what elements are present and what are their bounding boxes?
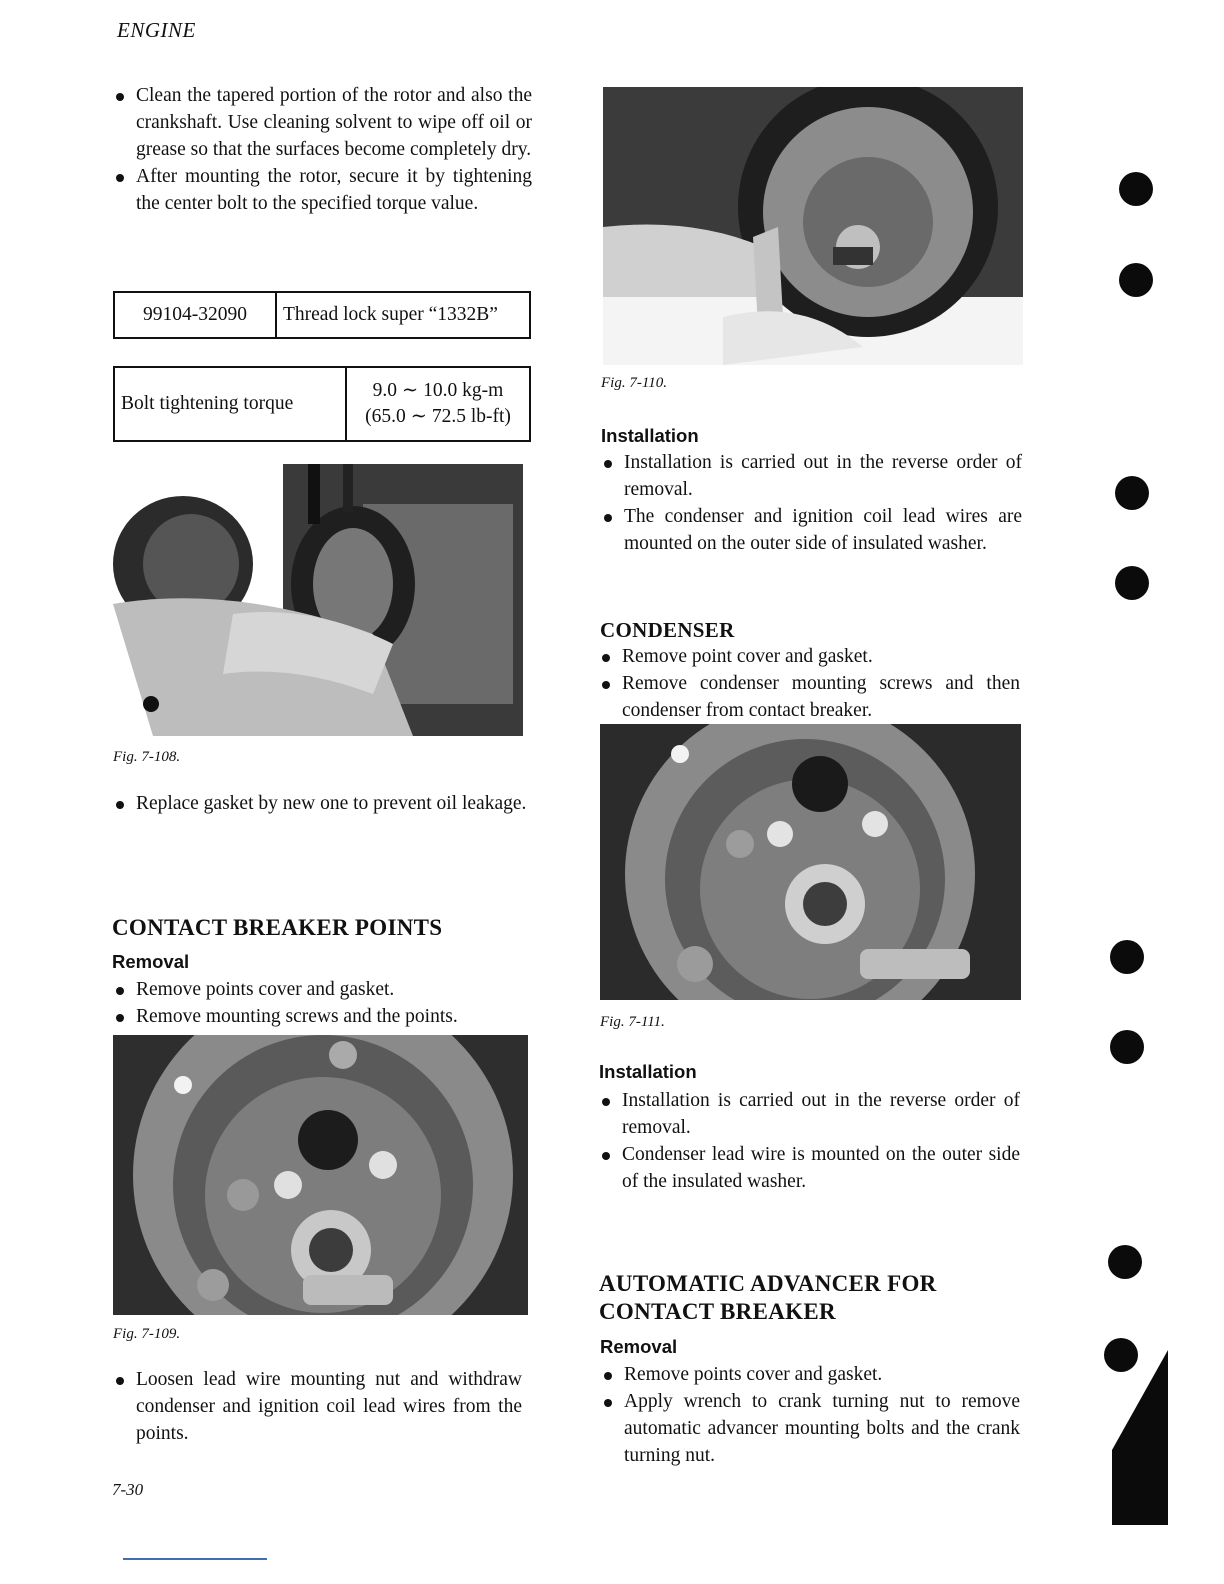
removal-subheading: Removal xyxy=(112,951,190,972)
section-tab-dot xyxy=(1110,1030,1144,1064)
list-item: Loosen lead wire mounting nut and withdraw condenser and ignition coil lead wires from the points. xyxy=(112,1366,522,1447)
list-item: The condenser and ignition coil lead wires are mounted on the outer side of insulated washer. xyxy=(600,503,1022,557)
figure-7-108-caption: Fig. 7-108. xyxy=(113,749,181,765)
torque-imperial: (65.0 ∼ 72.5 lb-ft) xyxy=(365,406,511,427)
figure-7-111-photo xyxy=(600,724,1021,1000)
list-item: After mounting the rotor, secure it by tightening the center bolt to the specified torque value. xyxy=(112,163,532,217)
installation-subheading: Installation xyxy=(601,425,699,446)
section-tab-bar xyxy=(1112,1350,1168,1525)
list-item: Condenser lead wire is mounted on the outer side of the insulated washer. xyxy=(598,1141,1020,1195)
figure-7-108-photo xyxy=(113,464,523,736)
figure-7-110-caption: Fig. 7-110. xyxy=(601,375,667,391)
installation-bullet-list xyxy=(600,449,1022,557)
list-item: Remove points cover and gasket. xyxy=(112,976,532,1003)
removal2-subheading: Removal xyxy=(600,1336,678,1357)
list-item: Installation is carried out in the reverse order of removal. xyxy=(600,449,1022,503)
list-item: Remove points cover and gasket. xyxy=(600,1361,1020,1388)
list-item: Clean the tapered portion of the rotor and also the crankshaft. Use cleaning solvent to wipe off oil or grease so that the surfaces become completely dry. xyxy=(112,82,532,163)
figure-7-109-photo xyxy=(113,1035,528,1315)
list-item: Installation is carried out in the reverse order of removal. xyxy=(598,1087,1020,1141)
torque-value-cell xyxy=(346,367,530,441)
section-tab-dot xyxy=(1115,566,1149,600)
part-name-cell: Thread lock super “1332B” xyxy=(276,292,530,338)
list-item: Apply wrench to crank turning nut to remove automatic advancer mounting bolts and the crank turning nut. xyxy=(600,1388,1020,1469)
advancer-heading-line-2: CONTACT BREAKER xyxy=(599,1299,836,1324)
torque-table xyxy=(113,366,531,442)
advancer-heading-line-1: AUTOMATIC ADVANCER FOR xyxy=(599,1271,937,1296)
list-item: Replace gasket by new one to prevent oil leakage. xyxy=(112,790,532,817)
list-item: Remove mounting screws and the points. xyxy=(112,1003,532,1030)
gasket-bullet-list xyxy=(112,790,532,817)
loosen-bullet-list xyxy=(112,1366,522,1447)
section-tab-dot xyxy=(1115,476,1149,510)
installation2-bullet-list xyxy=(598,1087,1020,1195)
removal-bullet-list xyxy=(112,976,532,1030)
running-header: ENGINE xyxy=(117,18,196,42)
section-tab-dot xyxy=(1119,263,1153,297)
section-tab-dot xyxy=(1119,172,1153,206)
part-number-cell: 99104-32090 xyxy=(114,292,276,338)
contact-breaker-heading: CONTACT BREAKER POINTS xyxy=(112,915,443,940)
figure-7-110-photo xyxy=(603,87,1023,365)
intro-bullet-list xyxy=(112,82,532,217)
torque-metric: 9.0 ∼ 10.0 kg-m xyxy=(372,380,504,401)
figure-7-109-caption: Fig. 7-109. xyxy=(113,1326,181,1342)
list-item: Remove condenser mounting screws and then condenser from contact breaker. xyxy=(598,670,1020,724)
condenser-bullet-list xyxy=(598,643,1020,724)
list-item: Remove point cover and gasket. xyxy=(598,643,1020,670)
section-tab-dot xyxy=(1108,1245,1142,1279)
condenser-heading: CONDENSER xyxy=(600,618,735,642)
section-tab-dot xyxy=(1110,940,1144,974)
installation2-subheading: Installation xyxy=(599,1061,697,1082)
bottom-edge-line xyxy=(123,1558,267,1560)
page-number: 7-30 xyxy=(112,1480,144,1499)
torque-label-cell: Bolt tightening torque xyxy=(114,367,346,441)
advancer-heading xyxy=(599,1270,937,1326)
figure-7-111-caption: Fig. 7-111. xyxy=(600,1014,665,1030)
thread-lock-table xyxy=(113,291,531,339)
removal2-bullet-list xyxy=(600,1361,1020,1469)
